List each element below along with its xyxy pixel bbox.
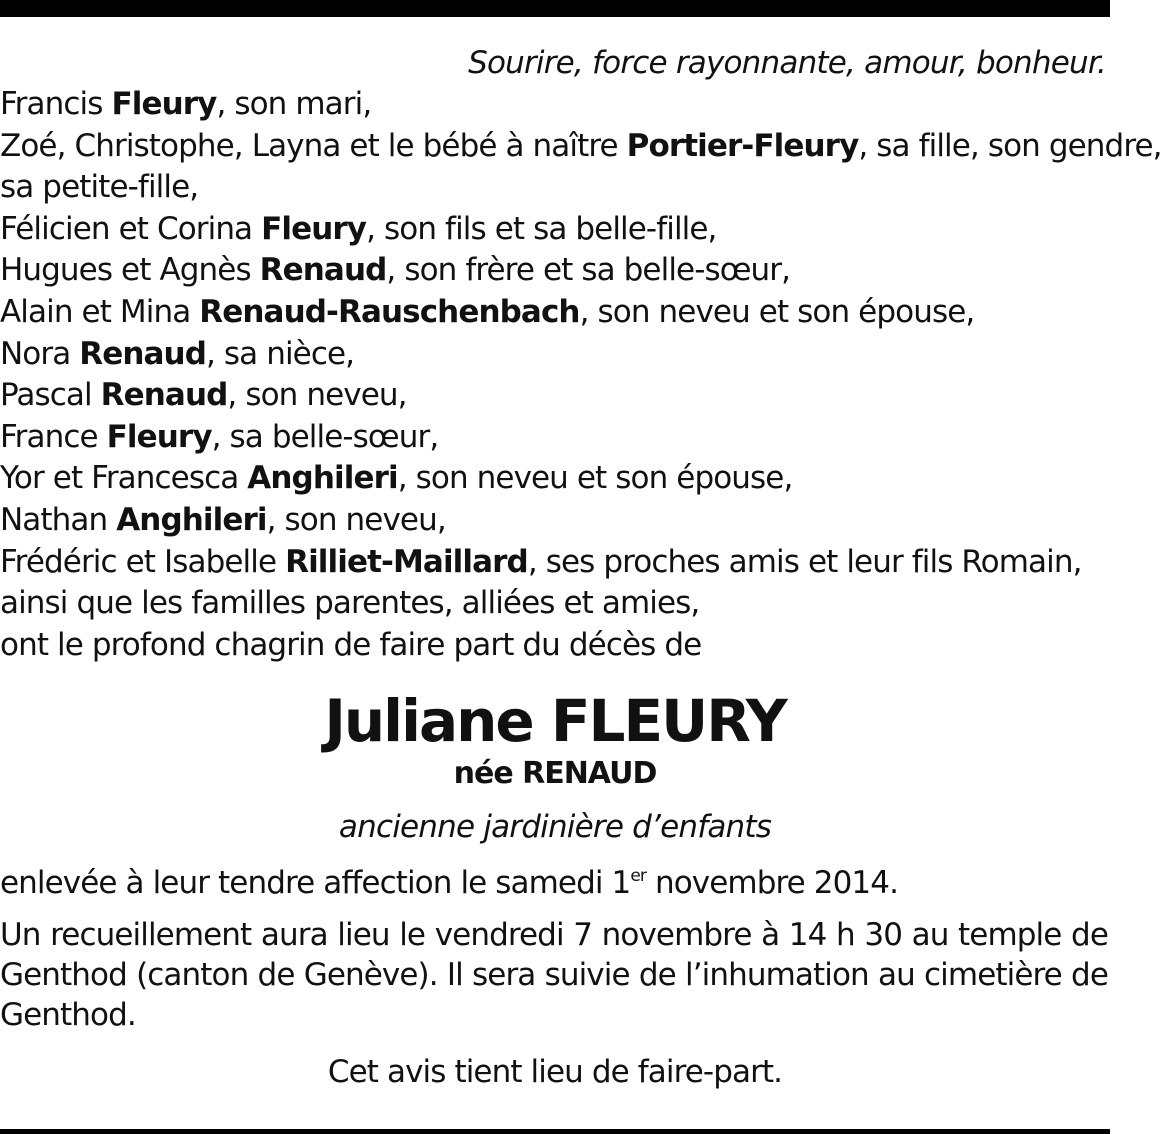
family-line xyxy=(0,292,1110,334)
deceased-block xyxy=(0,688,1110,847)
family-surname: Anghileri xyxy=(247,460,398,497)
family-line-text: Pascal xyxy=(0,377,101,414)
family-line-relation: , son mari, xyxy=(216,86,372,122)
family-line-relation: , son neveu, xyxy=(266,501,446,538)
family-line-text: Hugues et Agnès xyxy=(0,252,260,289)
family-line-relation: , sa fille, son gendre, xyxy=(858,127,1162,164)
top-rule xyxy=(0,0,1110,17)
family-line-text: Francis xyxy=(0,86,112,122)
family-line xyxy=(0,167,1110,209)
family-line-relation: , sa nièce, xyxy=(206,335,355,372)
closing-note: Cet avis tient lieu de faire-part. xyxy=(327,1054,783,1091)
deceased-name: Juliane FLEURY xyxy=(324,687,786,756)
family-line xyxy=(0,583,1110,625)
family-line-text: Yor et Francesca xyxy=(0,460,248,497)
family-line-text: France xyxy=(0,418,107,455)
ordinal-suffix: er xyxy=(630,866,647,887)
family-line-text: Félicien et Corina xyxy=(0,210,262,247)
family-line-relation: , sa belle-sœur, xyxy=(211,418,439,455)
family-surname: Renaud-Rauschenbach xyxy=(199,293,580,330)
family-line xyxy=(0,375,1110,417)
family-surname: Rilliet-Maillard xyxy=(285,543,528,580)
family-line-text: ainsi que les familles parentes, alliées et amies, xyxy=(0,585,700,622)
family-surname: Fleury xyxy=(261,210,367,247)
family-line xyxy=(0,126,1162,168)
family-line-relation: , son neveu, xyxy=(227,377,407,414)
maiden-name: née RENAUD xyxy=(453,756,657,792)
family-line xyxy=(0,334,1110,376)
family-list xyxy=(0,84,1162,666)
family-line xyxy=(0,84,1110,126)
announcement xyxy=(0,863,1110,904)
family-line xyxy=(0,458,1110,500)
bottom-rule xyxy=(0,1129,1110,1134)
family-line-text: Frédéric et Isabelle xyxy=(0,543,286,580)
obituary-notice xyxy=(0,42,1162,1092)
family-line xyxy=(0,625,1110,667)
family-surname: Renaud xyxy=(100,377,228,414)
announcement-date: novembre 2014. xyxy=(646,865,899,902)
family-line xyxy=(0,417,1110,459)
family-line xyxy=(0,500,1110,542)
ceremony-details: Un recueillement aura lieu le vendredi 7 novembre à 14 h 30 au temple de Genthod (canton de Genève). Il sera suivie de l’inhumation au cimetière de Genthod. xyxy=(0,917,1108,1034)
family-line-text: Nathan xyxy=(0,501,117,538)
family-line xyxy=(0,250,1110,292)
family-surname: Renaud xyxy=(259,252,387,289)
family-line-relation: , ses proches amis et leur fils Romain, xyxy=(527,543,1082,580)
epigraph: Sourire, force rayonnante, amour, bonheur. xyxy=(468,45,1106,81)
family-line-text: sa petite-fille, xyxy=(0,169,199,206)
profession: ancienne jardinière d’enfants xyxy=(338,809,772,846)
family-line-text: Alain et Mina xyxy=(0,293,200,330)
family-line-relation: , son frère et sa belle-sœur, xyxy=(386,252,791,289)
family-surname: Renaud xyxy=(79,335,207,372)
family-surname: Portier-Fleury xyxy=(626,127,859,164)
family-line-relation: , son fils et sa belle-fille, xyxy=(366,210,717,247)
family-line-text: ont le profond chagrin de faire part du décès de xyxy=(0,626,702,663)
family-line-text: Zoé, Christophe, Layna et le bébé à naître xyxy=(0,127,627,164)
announcement-text: enlevée à leur tendre affection le samedi 1 xyxy=(0,865,631,902)
family-line xyxy=(0,209,1110,251)
family-line-relation: , son neveu et son épouse, xyxy=(397,460,793,497)
family-line-relation: , son neveu et son épouse, xyxy=(579,293,975,330)
family-surname: Fleury xyxy=(106,418,212,455)
family-surname: Anghileri xyxy=(116,501,267,538)
family-line xyxy=(0,542,1110,584)
family-line-text: Nora xyxy=(0,335,80,372)
family-surname: Fleury xyxy=(111,86,217,122)
